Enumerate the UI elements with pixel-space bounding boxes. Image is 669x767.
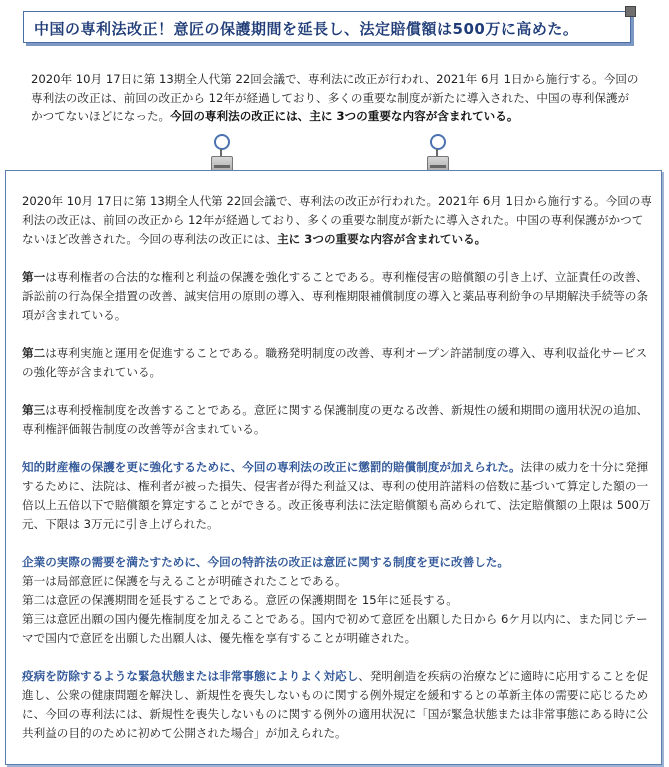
third-text: は専利授権制度を改善することである。意匠に関する保護制度の更なる改善、新規性の緩和期間の適用状況の追加、専利権評価報告制度の改善等が含まれている。 [22,403,649,436]
design-heading: 企業の実際の需要を満たすために、今回の特許法の改正は意匠に関する制度を更に改善した。 [22,555,509,569]
main-content [22,192,652,743]
first-lead: 第一 [22,270,46,284]
page-title: 中国の専利法改正！意匠の保護期間を延長し、法定賠償額は500万に高めた。 [34,20,579,38]
paragraph-design [22,553,652,648]
corner-square-icon [625,6,636,17]
overview-text: 2020年 10月 17日に第 13期全人代第 22回会議で、専利法の改正が行われた。2021年 6月 1日から施行する。今回の専利法の改正は、前回の改正から 12年が経過しており、多くの重要な制度が新たに導入された。中国の専利保護がかつてないほど改善された。今回の専利法の改正には、 [22,194,653,246]
second-lead: 第二 [22,346,46,360]
paragraph-emergency [22,667,652,743]
paragraph-third [22,401,652,439]
intro-bold-text: 今回の専利法の改正には、主に 3つの重要な内容が含まれている。 [170,109,519,123]
title-box [23,11,631,43]
intro-text: 2020年 10月 17日に第 13期全人代第 22回会議で、専利法に改正が行われ、2021年 6月 1日から施行する。今回の専利法の改正は、前回の改正から 12年が経過しており、多くの重要な制度が新たに導入された、中国の専利保護がかつてないほどになった。 [31,72,639,123]
design-line: 第二は意匠の保護期間を延長することである。意匠の保護期間を 15年に延長する。 [22,593,458,607]
intro-paragraph [31,70,639,126]
design-line: 第一は局部意匠に保護を与えることが明確されたことである。 [22,574,347,588]
punitive-heading: 知的財産権の保護を更に強化するために、今回の専利法の改正に懲罰的賠償制度が加えられた。 [22,460,521,474]
paragraph-punitive-damages [22,458,652,534]
main-content-box [5,170,662,765]
second-text: は専利実施と運用を促進することである。職務発明制度の改善、専利オープン許諾制度の導入、専利収益化サービスの強化等が含まれている。 [22,346,648,379]
first-text: は専利権者の合法的な権利と利益の保護を強化することである。専利権侵害の賠償額の引き上げ、立証責任の改善、訴訟前の行為保全措置の改善、誠実信用の原則の導入、専利権期限補償制度の導入と薬品専利紛争の早期解決手続等の条項が含まれている。 [22,270,649,322]
paragraph-overview [22,192,652,249]
third-lead: 第三 [22,403,46,417]
paragraph-first [22,268,652,325]
emergency-text: 、発明創造を疾病の治療などに適時に応用することを促進し、公衆の健康問題を解決し、新規性を喪失しないものに関する例外規定を緩和するとの革新主体の需要に応じるために、今回の専利法には、新規性を喪失しないものに関する例外の適用状況に「国が緊急状態または非常事態にある時に公共利益の目的のために初めて公開された場合」が加えられた。 [22,669,649,740]
punitive-text: 法律の威力を十分に発揮するために、法院は、権利者が被った損失、侵害者が得た利益又は、専利の使用許諾料の倍数に基づいて算定した額の一倍以上五倍以下で賠償額を算定することができる。改正後専利法に法定賠償額も高められて、法定賠償額の上限は 500万元、下限は 3万元に引き上げられた。 [22,460,651,531]
design-line: 第三は意匠出願の国内優先権制度を加えることである。国内で初めて意匠を出願した日から 6ケ月以内に、また同じテーマで国内で意匠を出願した出願人は、優先権を享有することが明確された。 [22,612,648,645]
overview-bold-text: 主に 3つの重要な内容が含まれている。 [277,232,487,246]
paragraph-second [22,344,652,382]
emergency-heading: 疫病を防除するような緊急状態または非常事態によりよく対応し [22,669,359,683]
